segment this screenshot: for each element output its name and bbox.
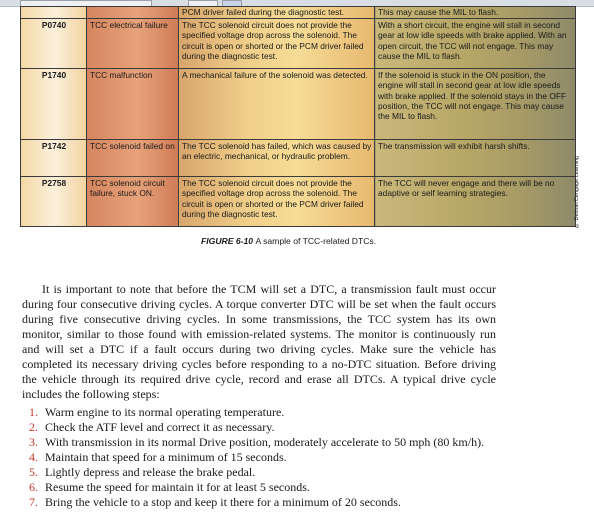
table-cell-fault [87,7,179,19]
list-item [22,465,502,480]
step-text: Maintain that speed for a minimum of 15 seconds. [45,450,287,464]
paragraph: It is important to note that before the TCM will set a DTC, a transmission fault must occur during four consecutive driving cycles. A torque converter DTC will be set when the fault occurs during five consecutive driving cycles. In some transmissions, the TCC system has its own monitor, similar to those found with emission-related systems. The monitor is continuously run and will set a DTC if a fault occurs during two driving cycles. Make sure the vehicle has completed its necessary driving cycles before responding to a no-DTC situation. Before driving the vehicle through its required drive cycle, record and erase all DTCs. A typical drive cycle includes the following steps: [22,282,496,401]
list-item [22,495,502,510]
step-text: Bring the vehicle to a stop and keep it there for a minimum of 20 seconds. [45,495,401,509]
list-item [22,405,502,420]
table-cell-effect: With a short circuit, the engine will stall in second gear at low idle speeds with brake applied. With an open circuit, the TCC will not engage. This may cause the MIL to flash. [375,19,576,69]
step-number: 1. [29,405,38,419]
step-number: 4. [29,450,38,464]
table-row [21,7,576,19]
table-cell-effect: This may cause the MIL to flash. [375,7,576,19]
step-number: 7. [29,495,38,509]
table-cell-code [21,7,87,19]
table-cell-description: PCM driver failed during the diagnostic test. [179,7,375,19]
step-number: 3. [29,435,38,449]
table-cell-fault: TCC electrical failure [87,19,179,69]
step-text: Lightly depress and release the brake pedal. [45,465,256,479]
table-cell-effect: The transmission will exhibit harsh shifts. [375,140,576,177]
figure-caption [201,236,376,246]
table-cell-description: The TCC solenoid circuit does not provide the specified voltage drop across the solenoid. The circuit is open or shorted or the PCM driver failed during the diagnostic test. [179,177,375,227]
drive-cycle-steps [22,405,502,510]
table-cell-effect: The TCC will never engage and there will be no adaptive or self learning strategies. [375,177,576,227]
table-row [21,69,576,140]
list-item [22,435,502,450]
step-number: 6. [29,480,38,494]
table-row [21,140,576,177]
table-cell-code: P0740 [21,19,87,69]
step-number: 5. [29,465,38,479]
step-text: Warm engine to its normal operating temperature. [45,405,285,419]
table-cell-fault: TCC solenoid failed on [87,140,179,177]
figure-caption-text: A sample of TCC-related DTCs. [255,236,377,246]
step-number: 2. [29,420,38,434]
list-item [22,420,502,435]
table-row [21,19,576,69]
table-cell-code: P1742 [21,140,87,177]
table-cell-fault: TCC solenoid circuit failure, stuck ON. [87,177,179,227]
table-cell-code: P2758 [21,177,87,227]
body-text [22,282,496,402]
table-cell-fault: TCC malfunction [87,69,179,140]
table-cell-description: The TCC solenoid circuit does not provide the specified voltage drop across the solenoid. The circuit is open or shorted or the PCM driver failed during the diagnostic test. [179,19,375,69]
step-text: Check the ATF level and correct it as necessary. [45,420,275,434]
step-text: Resume the speed for maintain it for at least 5 seconds. [45,480,310,494]
table-cell-description: A mechanical failure of the solenoid was detected. [179,69,375,140]
table-cell-description: The TCC solenoid has failed, which was caused by an electric, mechanical, or hydraulic problem. [179,140,375,177]
step-text: With transmission in its normal Drive position, moderately accelerate to 50 mph (80 km/h). [45,435,485,449]
list-item [22,480,502,495]
table-cell-effect: If the solenoid is stuck in the ON position, the engine will stall in second gear at low idle speeds with brake applied. If the solenoid stays in the OFF position, the TCC will not engage. This may cause the MIL to flash. [375,69,576,140]
list-item [22,450,502,465]
image-credit: © Delmar/Cengage Learning [574,156,580,229]
figure-label: FIGURE 6-10 [201,236,254,246]
dtc-table [20,6,576,227]
table-row [21,177,576,227]
table-cell-code: P1740 [21,69,87,140]
